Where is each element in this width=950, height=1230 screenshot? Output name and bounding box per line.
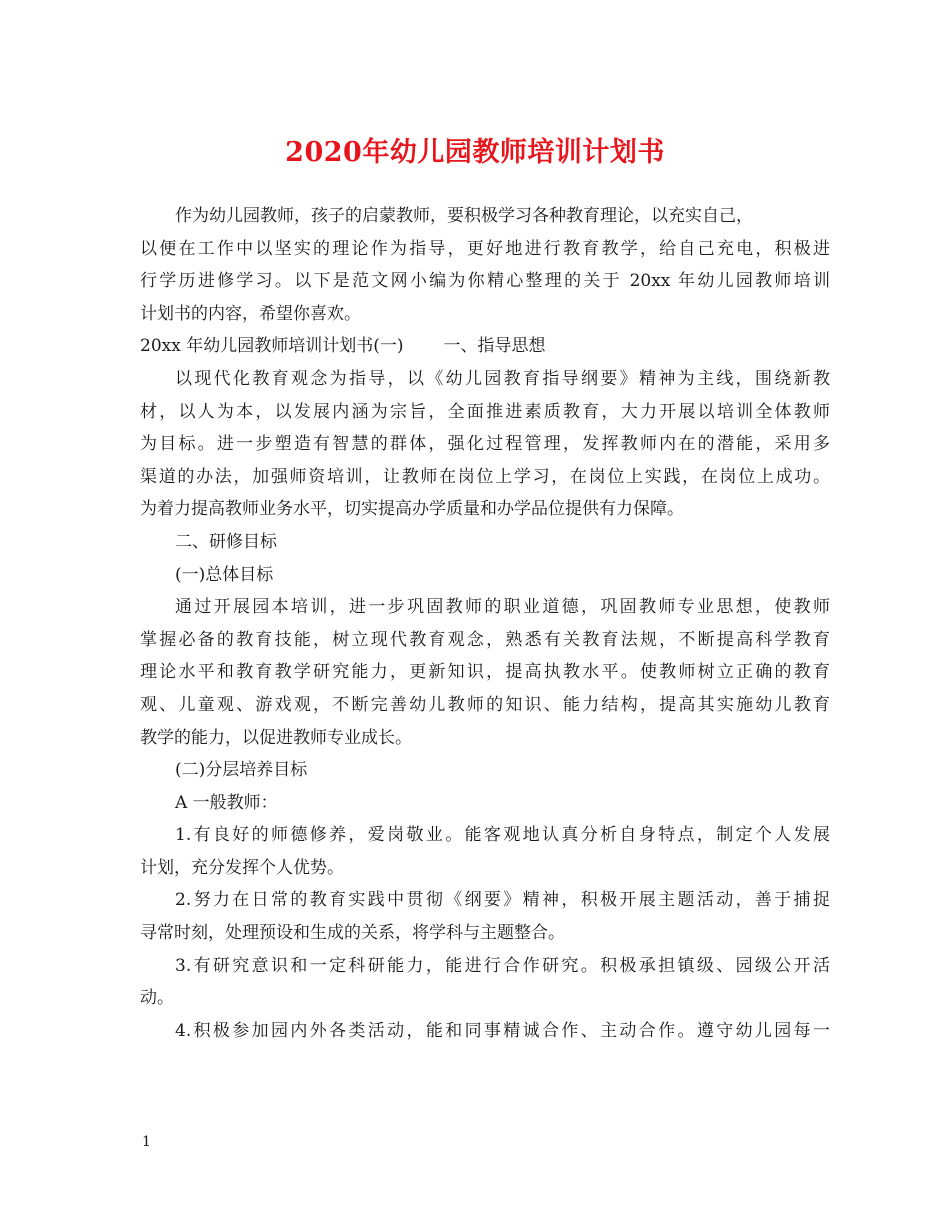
line-text: 计划书的内容，希望你喜欢。 <box>140 303 361 324</box>
line-text: 作为幼儿园教师，孩子的启蒙教师，要积极学习各种教育理论，以充实自己， <box>175 206 753 226</box>
line-text: 寻常时刻，处理预设和生成的关系，将学科与主题整合。 <box>140 923 565 944</box>
text-line <box>140 461 830 494</box>
text-line <box>140 233 830 266</box>
line-text: (一)总体目标 <box>175 564 274 585</box>
line-text: 材，以人为本，以发展内涵为宗旨，全面推进素质教育，大力开展以培训全体教师 <box>140 401 830 422</box>
text-line <box>140 493 830 526</box>
text-line <box>140 526 830 559</box>
line-text: 为目标。进一步塑造有智慧的群体，强化过程管理，发挥教师内在的潜能，采用多 <box>140 434 830 455</box>
line-text: 2.努力在日常的教育实践中贯彻《纲要》精神，积极开展主题活动，善于捕捉 <box>175 890 830 911</box>
text-line <box>140 1015 830 1048</box>
line-text: 二、研修目标 <box>175 531 277 552</box>
document-title: 2020年幼儿园教师培训计划书 <box>285 137 665 168</box>
line-text: 以现代化教育观念为指导，以《幼儿园教育指导纲要》精神为主线，围绕新教 <box>175 368 830 389</box>
text-line <box>140 787 830 820</box>
line-text: (二)分层培养目标 <box>175 760 308 781</box>
line-text: 掌握必备的教育技能，树立现代教育观念，熟悉有关教育法规，不断提高科学教育 <box>140 629 830 650</box>
text-line <box>140 819 830 852</box>
line-text: 渠道的办法，加强师资培训，让教师在岗位上学习，在岗位上实践，在岗位上成功。 <box>140 466 830 487</box>
document-body <box>140 200 830 1047</box>
line-text: 为着力提高教师业务水平，切实提高办学质量和办学品位提供有力保障。 <box>140 499 684 520</box>
text-line <box>140 200 830 233</box>
line-text: 4.积极参加园内外各类活动，能和同事精诚合作、主动合作。遵守幼儿园每一 <box>175 1020 830 1041</box>
text-line <box>140 754 830 787</box>
text-line <box>140 591 830 624</box>
section-heading: 一、指导思想 <box>443 336 546 357</box>
line-text: 计划，充分发挥个人优势。 <box>140 857 344 878</box>
text-line <box>140 950 830 983</box>
line-text: 以便在工作中以坚实的理论作为指导，更好地进行教育教学，给自己充电，积极进 <box>140 238 830 259</box>
line-text: A 一般教师： <box>175 792 278 813</box>
line-text: 1.有良好的师德修养，爱岗敬业。能客观地认真分析自身特点，制定个人发展 <box>175 825 830 846</box>
text-line <box>140 917 830 950</box>
text-line <box>140 884 830 917</box>
text-line <box>140 982 830 1015</box>
text-line <box>140 656 830 689</box>
line-text: 教学的能力，以促进教师专业成长。 <box>140 727 412 748</box>
text-line <box>140 428 830 461</box>
text-line <box>140 624 830 657</box>
text-line <box>140 559 830 592</box>
text-line <box>140 852 830 885</box>
line-text: 观、儿童观、游戏观，不断完善幼儿教师的知识、能力结构，提高其实施幼儿教育 <box>140 694 830 715</box>
line-text: 20xx 年幼儿园教师培训计划书(一) <box>140 336 404 357</box>
line-text: 3.有研究意识和一定科研能力，能进行合作研究。积极承担镇级、园级公开活 <box>175 955 830 976</box>
text-line <box>140 396 830 429</box>
text-line <box>140 265 830 298</box>
text-line <box>140 330 830 363</box>
text-line <box>140 363 830 396</box>
line-text: 行学历进修学习。以下是范文网小编为你精心整理的关于 20xx 年幼儿园教师培训 <box>140 271 830 292</box>
text-line <box>140 298 830 331</box>
line-text: 动。 <box>140 988 174 1009</box>
page-number: 1 <box>142 1134 151 1150</box>
line-text: 理论水平和教育教学研究能力，更新知识，提高执教水平。使教师树立正确的教育 <box>140 662 830 683</box>
text-line <box>140 722 830 755</box>
text-line <box>140 689 830 722</box>
line-text: 通过开展园本培训，进一步巩固教师的职业道德，巩固教师专业思想，使教师 <box>175 597 830 618</box>
